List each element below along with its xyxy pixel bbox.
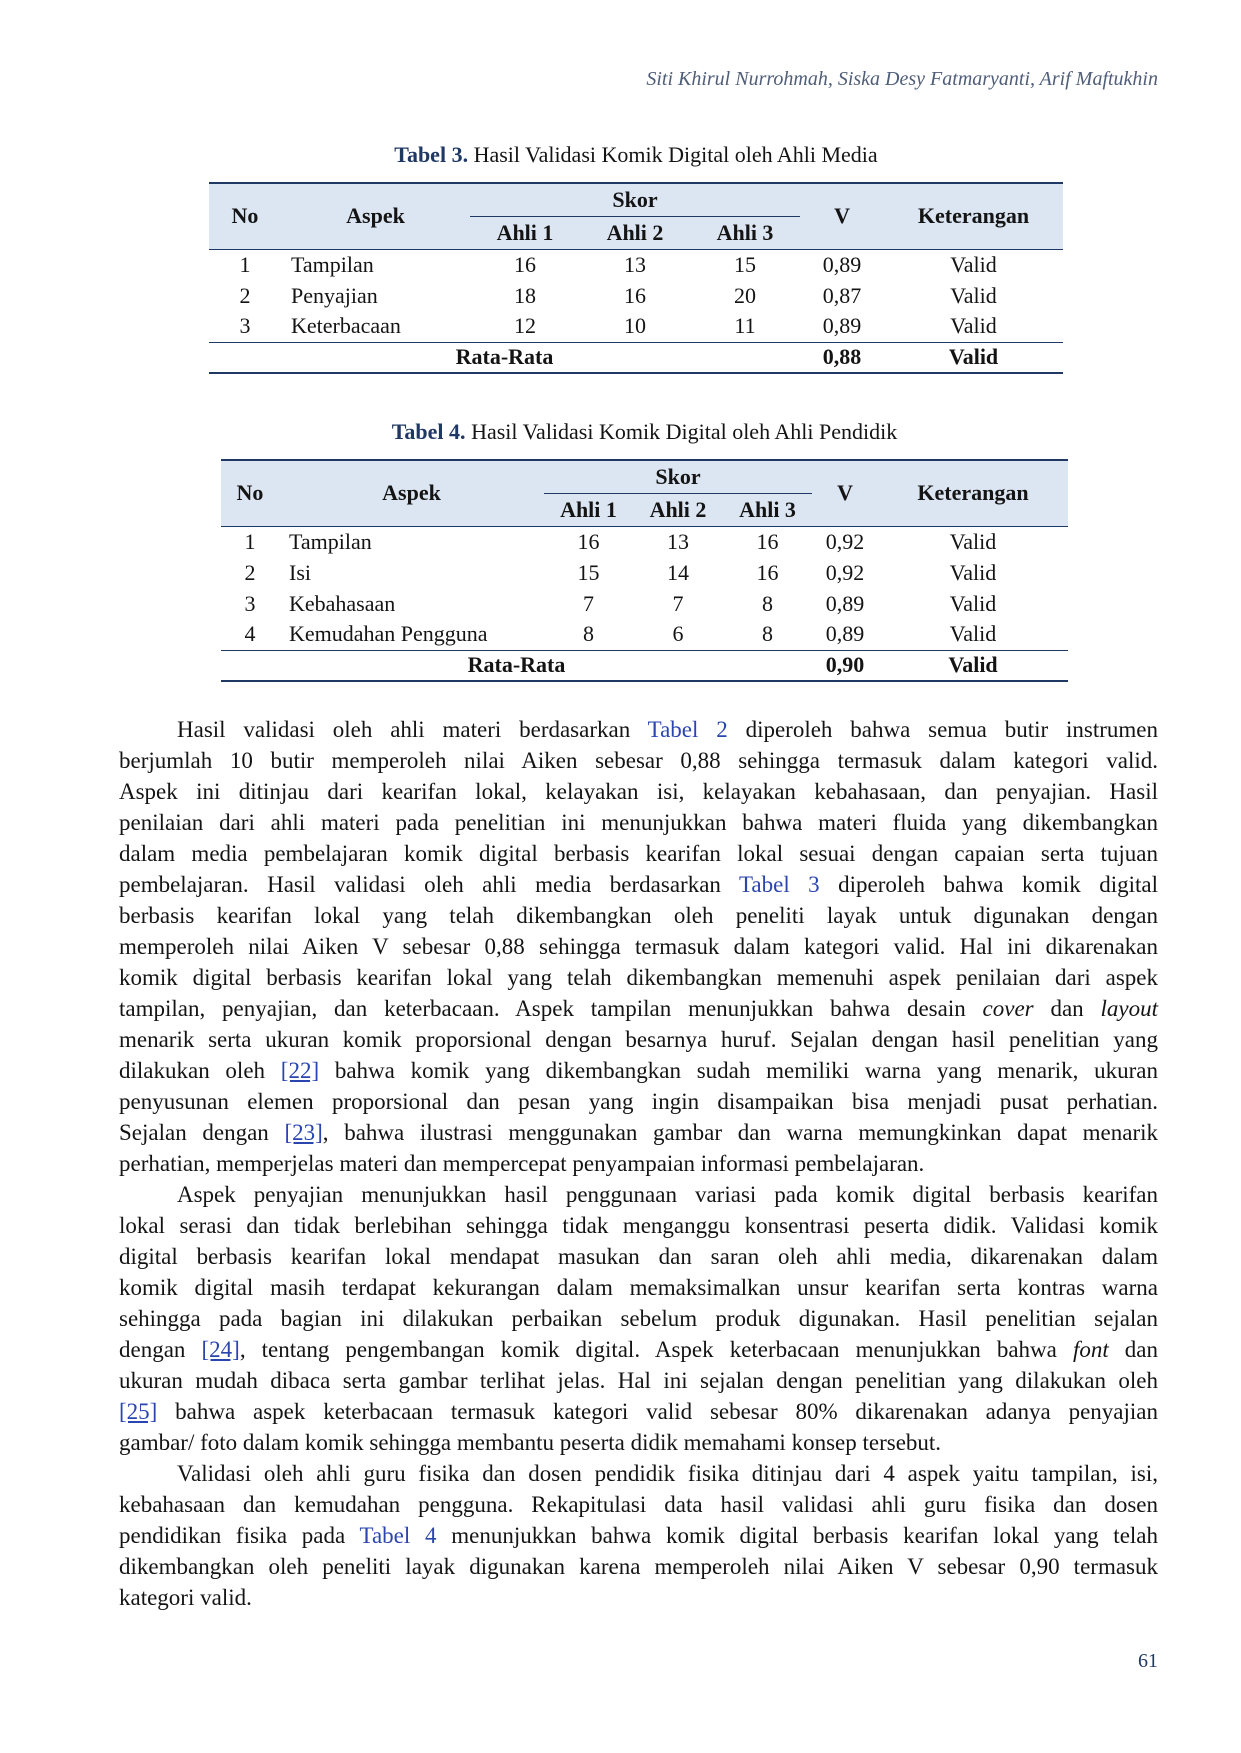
table-header [221,460,1068,526]
text-line [119,1520,1158,1551]
text-line: digital berbasis kearifan lokal mendapat masukan dan saran oleh ahli media, dikarenakan dalam [119,1244,1158,1269]
cell-no: 2 [244,559,256,585]
cell-ahli-2-score: 13 [667,528,689,554]
cell-ahli-3-score: 16 [756,559,779,585]
text-line [119,1334,1158,1365]
cell-ahli-1-score: 16 [577,528,600,554]
average-keterangan: Valid [878,650,1068,681]
table-reference-link[interactable]: Tabel 4 [359,1523,437,1548]
text-line [119,1396,1158,1427]
table-caption-text: Hasil Validasi Komik Digital oleh Ahli Media [473,142,878,167]
text-line: dalam media pembelajaran komik digital berbasis kearifan lokal sesuai dengan capaian serta tujuan [119,841,1158,866]
average-label: Rata-Rata [221,650,812,681]
column-header-skor: Skor [544,460,812,493]
text-run: , tentang pengembangan komik digital. Aspek keterbacaan menunjukkan bahwa [239,1337,1073,1362]
cell-aspek: Isi [289,559,311,585]
cell-no: 3 [244,590,256,616]
table-3 [209,182,1063,374]
text-line: berjumlah 10 butir memperoleh nilai Aiken sebesar 0,88 sehingga termasuk dalam kategori valid. [119,748,1158,773]
cell-ahli-2-score: 16 [624,282,646,308]
cell-v: 0,89 [822,251,862,277]
cell-no: 3 [239,313,251,339]
cell-no: 1 [239,251,251,277]
paragraph [119,714,1158,1179]
citation-link[interactable]: [24] [201,1337,240,1362]
cell-ahli-2-score: 14 [667,559,689,585]
text-line: menarik serta ukuran komik proporsional dengan besarnya huruf. Sejalan dengan hasil penelitian yang [119,1027,1158,1052]
cell-v: 0,89 [825,590,865,616]
text-run: tampilan, penyajian, dan keterbacaan. Aspek tampilan menunjukkan bahwa desain [119,996,983,1021]
text-line: komik digital masih terdapat kekurangan dalam memaksimalkan unsur kearifan serta kontras warna [119,1275,1158,1300]
cell-ahli-3-score: 11 [734,313,756,339]
text-line: berbasis kearifan lokal yang telah dikembangkan oleh peneliti layak untuk digunakan dengan [119,903,1158,928]
text-run: diperoleh bahwa semua butir instrumen [727,717,1158,742]
citation-link[interactable]: [25] [119,1399,158,1424]
column-header-skor: Skor [470,183,800,216]
text-run: , bahwa ilustrasi menggunakan gambar dan warna memungkinkan dapat menarik [322,1120,1158,1145]
table-4-caption [221,417,1068,447]
cell-aspek: Penyajian [291,282,378,308]
text-run: menunjukkan bahwa komik digital berbasis kearifan lokal yang telah [436,1523,1158,1548]
header-row [221,460,1068,493]
cell-ahli-2-score: 13 [624,251,646,277]
column-header-ahli-1: Ahli 1 [544,493,633,526]
text-line [119,993,1158,1024]
column-header-ahli-3: Ahli 3 [690,216,800,249]
text-run: Sejalan dengan [119,1120,285,1145]
paragraph [119,1179,1158,1458]
text-line: penyusunan elemen proporsional dan pesan yang ingin disampaikan bisa menjadi pusat perhatian. [119,1089,1158,1114]
text-run: dengan [119,1337,202,1362]
text-run: bahwa komik yang dikembangkan sudah memiliki warna yang menarik, ukuran [319,1058,1159,1083]
text-line: perhatian, memperjelas materi dan mempercepat penyampaian informasi pembelajaran. [119,1151,925,1176]
citation-link[interactable]: [23] [284,1120,323,1145]
table-reference-link[interactable]: Tabel 3 [738,872,820,897]
table-header [209,183,1063,249]
text-line [119,869,1158,900]
cell-v: 0,87 [822,282,862,308]
table-caption-label: Tabel 4. [391,419,466,444]
table-caption-label: Tabel 3. [394,142,469,167]
running-head: Siti Khirul Nurrohmah, Siska Desy Fatmaryanti, Arif Maftukhin [646,68,1158,90]
column-header-ahli-1: Ahli 1 [470,216,580,249]
table-row [209,311,1063,342]
text-line: dikembangkan oleh peneliti layak digunakan karena memperoleh nilai Aiken V sebesar 0,90 termasuk [119,1554,1158,1579]
text-run: dilakukan oleh [119,1058,281,1083]
text-line [119,1055,1158,1086]
text-line: sehingga pada bagian ini dilakukan perbaikan sebelum produk digunakan. Hasil penelitian sejalan [119,1306,1158,1331]
table-4 [221,459,1068,682]
cell-ahli-3-score: 20 [734,282,756,308]
cell-aspek: Tampilan [289,528,372,554]
cell-keterangan: Valid [950,313,997,339]
cell-no: 2 [239,282,251,308]
table-body [209,249,1063,373]
cell-ahli-1-score: 16 [514,251,536,277]
text-run: bahwa aspek keterbacaan termasuk kategori valid sebesar 80% dikarenakan adanya penyajian [157,1399,1158,1424]
text-line: kategori valid. [119,1585,252,1610]
text-line: komik digital berbasis kearifan lokal yang telah dikembangkan memenuhi aspek penilaian dari aspek [119,965,1158,990]
text-run: Hasil validasi oleh ahli materi berdasarkan [177,717,648,742]
header-row [209,183,1063,216]
average-row [221,650,1068,681]
average-label: Rata-Rata [209,342,800,373]
table-row [221,557,1068,588]
cell-aspek: Keterbacaan [291,313,401,339]
page-number: 61 [1138,1650,1158,1672]
column-header-ahli-3: Ahli 3 [723,493,812,526]
cell-ahli-1-score: 8 [583,621,594,647]
average-v: 0,90 [812,650,878,681]
table-row [209,280,1063,311]
cell-keterangan: Valid [949,559,997,585]
cell-keterangan: Valid [950,251,997,277]
text-line: gambar/ foto dalam komik sehingga membantu peserta didik memahami konsep tersebut. [119,1430,942,1455]
cell-keterangan: Valid [950,282,997,308]
cell-ahli-2-score: 7 [672,590,684,616]
cell-v: 0,89 [822,313,862,339]
cell-aspek: Tampilan [291,251,374,277]
cell-v: 0,92 [825,559,865,585]
cell-ahli-1-score: 15 [577,559,600,585]
text-line: kebahasaan dan kemudahan pengguna. Rekapitulasi data hasil validasi ahli guru fisika dan dosen [119,1492,1158,1517]
cell-v: 0,89 [825,621,865,647]
column-header-keterangan: Keterangan [878,460,1068,526]
cell-v: 0,92 [825,528,865,554]
cell-ahli-1-score: 12 [514,313,536,339]
italic-term: layout [1100,996,1158,1021]
cell-keterangan: Valid [949,621,997,647]
text-run: dan [1108,1337,1158,1362]
paragraph [119,1458,1158,1613]
cell-no: 4 [244,621,256,647]
column-header-keterangan: Keterangan [884,183,1063,249]
citation-link[interactable]: [22] [280,1058,320,1083]
cell-aspek: Kebahasaan [289,590,396,616]
text-run: diperoleh bahwa komik digital [819,872,1158,897]
table-body [221,526,1068,681]
table-3-caption [209,140,1063,170]
table-row [221,526,1068,557]
column-header-ahli-2: Ahli 2 [633,493,723,526]
column-header-aspek: Aspek [279,460,544,526]
text-line [119,1117,1158,1148]
column-header-no: No [209,183,281,249]
text-line: penilaian dari ahli materi pada penelitian ini menunjukkan bahwa materi fluida yang dikembangkan [119,810,1158,835]
text-run: pembelajaran. Hasil validasi oleh ahli media berdasarkan [119,872,739,897]
text-line: Validasi oleh ahli guru fisika dan dosen pendidik fisika ditinjau dari 4 aspek yaitu tampilan, isi, [177,1461,1158,1486]
cell-ahli-1-score: 7 [583,590,594,616]
column-header-ahli-2: Ahli 2 [580,216,690,249]
text-line: Aspek ini ditinjau dari kearifan lokal, kelayakan isi, kelayakan kebahasaan, dan penyajian. Hasil [119,779,1158,804]
cell-ahli-3-score: 15 [734,251,756,277]
cell-keterangan: Valid [949,590,997,616]
average-keterangan: Valid [884,342,1063,373]
cell-no: 1 [244,528,256,554]
table-row [221,619,1068,650]
cell-keterangan: Valid [949,528,997,554]
cell-ahli-2-score: 6 [672,621,684,647]
average-row [209,342,1063,373]
italic-term: font [1072,1337,1109,1362]
table-row [209,249,1063,280]
average-v: 0,88 [800,342,884,373]
text-run: dan [1033,996,1101,1021]
cell-ahli-3-score: 16 [756,528,779,554]
table-reference-link[interactable]: Tabel 2 [647,717,728,742]
body-text [119,714,1158,1613]
text-run: pendidikan fisika pada [119,1523,360,1548]
table-row [221,588,1068,619]
cell-ahli-1-score: 18 [514,282,536,308]
column-header-v: V [812,460,878,526]
column-header-no: No [221,460,279,526]
text-line: memperoleh nilai Aiken V sebesar 0,88 sehingga termasuk dalam kategori valid. Hal ini dikarenakan [119,934,1158,959]
table-caption-text: Hasil Validasi Komik Digital oleh Ahli Pendidik [471,419,898,444]
cell-ahli-2-score: 10 [624,313,646,339]
text-line [119,714,1158,745]
cell-aspek: Kemudahan Pengguna [289,621,488,647]
text-line: lokal serasi dan tidak berlebihan sehingga tidak menganggu konsentrasi peserta didik. Validasi komik [119,1213,1158,1238]
text-line: ukuran mudah dibaca serta gambar terlihat jelas. Hal ini sejalan dengan penelitian yang dilakukan oleh [119,1368,1158,1393]
cell-ahli-3-score: 8 [762,590,773,616]
text-line: Aspek penyajian menunjukkan hasil penggunaan variasi pada komik digital berbasis kearifan [177,1182,1158,1207]
column-header-aspek: Aspek [281,183,470,249]
column-header-v: V [800,183,884,249]
cell-ahli-3-score: 8 [762,621,773,647]
italic-term: cover [982,996,1034,1021]
